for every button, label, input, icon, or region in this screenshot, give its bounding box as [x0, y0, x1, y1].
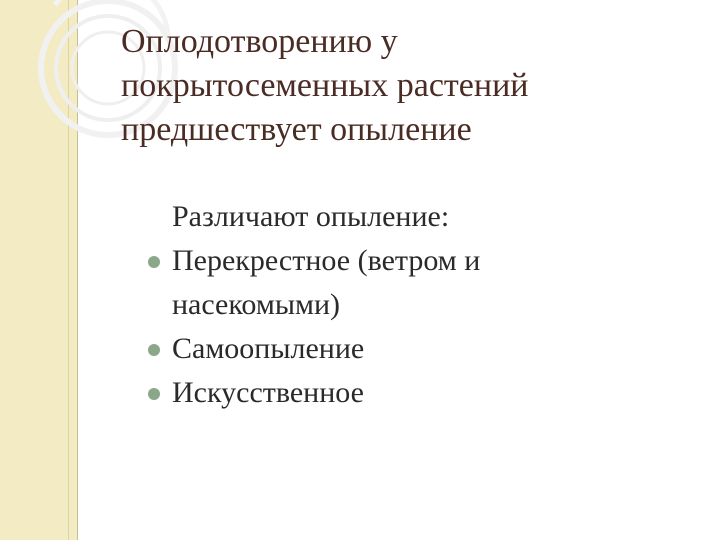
slide-title-line-1: Оплодотворению у	[121, 23, 398, 60]
bullet-list	[130, 239, 670, 415]
bullet-item-self-pollination	[130, 327, 670, 371]
bullet-line-1: Самоопыление	[172, 332, 365, 365]
bullet-line-2: насекомыми)	[172, 288, 341, 321]
bullet-icon	[148, 388, 160, 400]
bullet-item-artificial-pollination	[130, 371, 670, 415]
slide-body	[130, 195, 670, 415]
bullet-line-1: Искусственное	[172, 376, 364, 409]
bullet-item-cross-pollination	[130, 239, 670, 327]
slide-title-line-3: предшествует опыление	[121, 111, 472, 148]
intro-text: Различают опыление:	[172, 200, 450, 233]
bullet-icon	[148, 344, 160, 356]
bullet-line-1: Перекрестное (ветром и	[172, 244, 481, 277]
slide-title-line-2: покрытосеменных растений	[121, 67, 529, 104]
slide-title	[121, 20, 681, 152]
bullet-icon	[148, 256, 160, 268]
